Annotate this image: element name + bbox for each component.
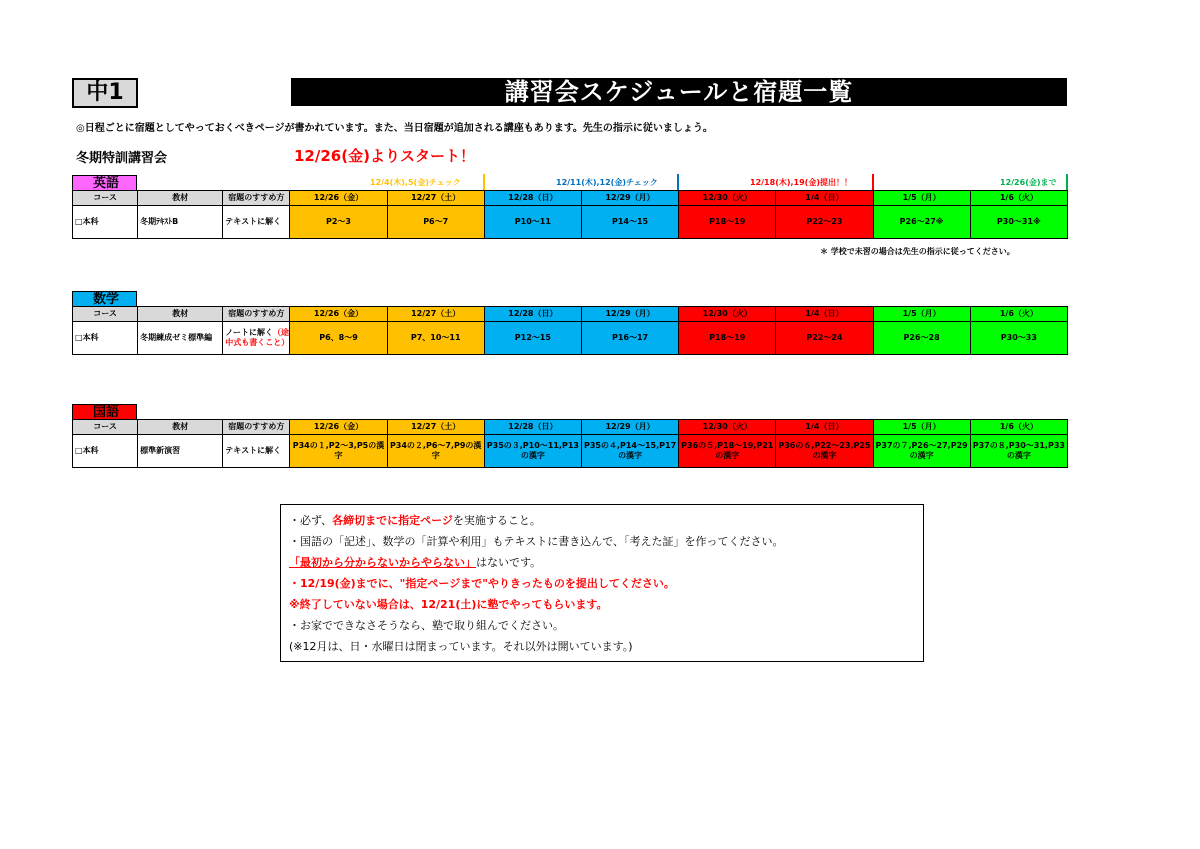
method-note: （途中式も書くこと） xyxy=(225,328,290,347)
start-date: 12/26(金)よりスタート！ xyxy=(294,147,475,165)
schedule-table-english xyxy=(72,190,1068,239)
schedule-table-math xyxy=(72,306,1068,355)
date-cell: 12/27（土） xyxy=(387,307,484,322)
homework-cell: P2～3 xyxy=(290,206,387,239)
homework-cell: P37の８,P30～31,P33の漢字 xyxy=(970,435,1067,468)
date-cell: 12/26（金） xyxy=(290,191,387,206)
header-course: コース xyxy=(73,307,138,322)
note-emphasis: 「最初から分からないからやらない」 xyxy=(289,556,476,569)
schedule-table-japanese xyxy=(72,419,1068,468)
date-cell: 1/5（月） xyxy=(873,307,970,322)
english-note: ＊ 学校で未習の場合は先生の指示に従ってください。 xyxy=(820,247,1015,256)
date-cell: 1/6（火） xyxy=(970,420,1067,435)
page-title: 講習会スケジュールと宿題一覧 xyxy=(291,78,1067,106)
note-text: ・必ず、 xyxy=(289,514,333,527)
header-material: 教材 xyxy=(138,307,223,322)
check-marker-3 xyxy=(872,174,874,190)
note-line-2: ・国語の「記述」、数学の「計算や利用」もテキストに書き込んで、「考えた証」を作ってください。 xyxy=(289,535,784,548)
course-cell: □本科 xyxy=(73,206,138,239)
subject-tag-english: 英語 xyxy=(72,175,137,190)
note-line-7: (※12月は、日・水曜日は閉まっています。それ以外は開いています。) xyxy=(289,640,633,653)
notes-box xyxy=(280,504,924,662)
grade-label: 中1 xyxy=(72,78,138,108)
homework-cell: P26～28 xyxy=(873,322,970,355)
date-cell: 1/6（火） xyxy=(970,307,1067,322)
date-cell: 12/30（火） xyxy=(679,307,776,322)
date-cell: 12/29（月） xyxy=(581,191,678,206)
check-label-1: 12/4(木),5(金)チェック xyxy=(370,178,461,187)
subject-tag-math: 数学 xyxy=(72,291,137,306)
homework-cell: P6、8～9 xyxy=(290,322,387,355)
homework-cell: P26～27※ xyxy=(873,206,970,239)
method-cell: テキストに解く xyxy=(223,435,290,468)
date-cell: 1/4（日） xyxy=(776,191,873,206)
note-line-4: ・12/19(金)までに、"指定ページまで"やりきったものを提出してください。 xyxy=(289,577,675,590)
material-cell: 冬期練成ゼミ標準編 xyxy=(138,322,223,355)
method-cell: テキストに解く xyxy=(223,206,290,239)
note-emphasis: 各締切までに指定ページ xyxy=(332,514,453,527)
check-marker-1 xyxy=(483,174,485,190)
header-method: 宿題のすすめ方 xyxy=(223,191,290,206)
subject-tag-japanese: 国語 xyxy=(72,404,137,419)
homework-cell: P16～17 xyxy=(581,322,678,355)
material-cell: 冬期ﾃｷｽﾄB xyxy=(138,206,223,239)
homework-cell: P35の４,P14～15,P17の漢字 xyxy=(581,435,678,468)
header-course: コース xyxy=(73,191,138,206)
homework-cell: P12～15 xyxy=(484,322,581,355)
date-cell: 1/6（火） xyxy=(970,191,1067,206)
homework-cell: P34の１,P2～3,P5の漢字 xyxy=(290,435,387,468)
date-cell: 1/4（日） xyxy=(776,420,873,435)
course-cell: □本科 xyxy=(73,435,138,468)
homework-cell: P36の５,P18～19,P21の漢字 xyxy=(679,435,776,468)
note-line-3 xyxy=(289,552,915,573)
header-method: 宿題のすすめ方 xyxy=(223,420,290,435)
note-text: を実施すること。 xyxy=(452,514,541,527)
note-text: はないです。 xyxy=(476,556,542,569)
homework-cell: P34の２,P6～7,P9の漢字 xyxy=(387,435,484,468)
date-cell: 12/26（金） xyxy=(290,307,387,322)
date-cell: 12/28（日） xyxy=(484,307,581,322)
date-cell: 1/4（日） xyxy=(776,307,873,322)
header-course: コース xyxy=(73,420,138,435)
homework-cell: P14～15 xyxy=(581,206,678,239)
homework-cell: P36の６,P22～23,P25の漢字 xyxy=(776,435,873,468)
campaign-name: 冬期特訓講習会 xyxy=(76,151,168,166)
date-cell: 12/29（月） xyxy=(581,420,678,435)
homework-cell: P10～11 xyxy=(484,206,581,239)
header-method: 宿題のすすめ方 xyxy=(223,307,290,322)
date-cell: 12/27（土） xyxy=(387,191,484,206)
homework-cell: P18～19 xyxy=(679,322,776,355)
homework-cell: P7、10～11 xyxy=(387,322,484,355)
homework-cell: P35の３,P10～11,P13の漢字 xyxy=(484,435,581,468)
homework-cell: P18～19 xyxy=(679,206,776,239)
header-material: 教材 xyxy=(138,420,223,435)
header-material: 教材 xyxy=(138,191,223,206)
course-cell: □本科 xyxy=(73,322,138,355)
homework-cell: P37の７,P26～27,P29の漢字 xyxy=(873,435,970,468)
note-line-5: ※終了していない場合は、12/21(土)に塾でやってもらいます。 xyxy=(289,598,608,611)
intro-text: ◎日程ごとに宿題としてやっておくべきページが書かれています。また、当日宿題が追加される講座もあります。先生の指示に従いましょう。 xyxy=(76,123,713,134)
check-marker-4 xyxy=(1066,174,1068,190)
method-text: ノートに解く xyxy=(225,328,274,338)
date-cell: 12/30（火） xyxy=(679,420,776,435)
date-cell: 12/28（日） xyxy=(484,420,581,435)
check-marker-2 xyxy=(677,174,679,190)
homework-cell: P30～33 xyxy=(970,322,1067,355)
date-cell: 1/5（月） xyxy=(873,420,970,435)
check-label-2: 12/11(木),12(金)チェック xyxy=(556,178,658,187)
note-line-6: ・お家でできなさそうなら、塾で取り組んでください。 xyxy=(289,619,564,632)
date-cell: 1/5（月） xyxy=(873,191,970,206)
check-label-4: 12/26(金)まで xyxy=(1000,178,1057,187)
homework-cell: P30～31※ xyxy=(970,206,1067,239)
method-cell xyxy=(223,322,290,355)
homework-cell: P6～7 xyxy=(387,206,484,239)
homework-cell: P22～24 xyxy=(776,322,873,355)
material-cell: 標準新演習 xyxy=(138,435,223,468)
date-cell: 12/28（日） xyxy=(484,191,581,206)
date-cell: 12/29（月） xyxy=(581,307,678,322)
check-label-3: 12/18(木),19(金)提出！！ xyxy=(750,178,852,187)
date-cell: 12/26（金） xyxy=(290,420,387,435)
homework-cell: P22～23 xyxy=(776,206,873,239)
date-cell: 12/27（土） xyxy=(387,420,484,435)
note-line-1 xyxy=(289,510,915,531)
date-cell: 12/30（火） xyxy=(679,191,776,206)
